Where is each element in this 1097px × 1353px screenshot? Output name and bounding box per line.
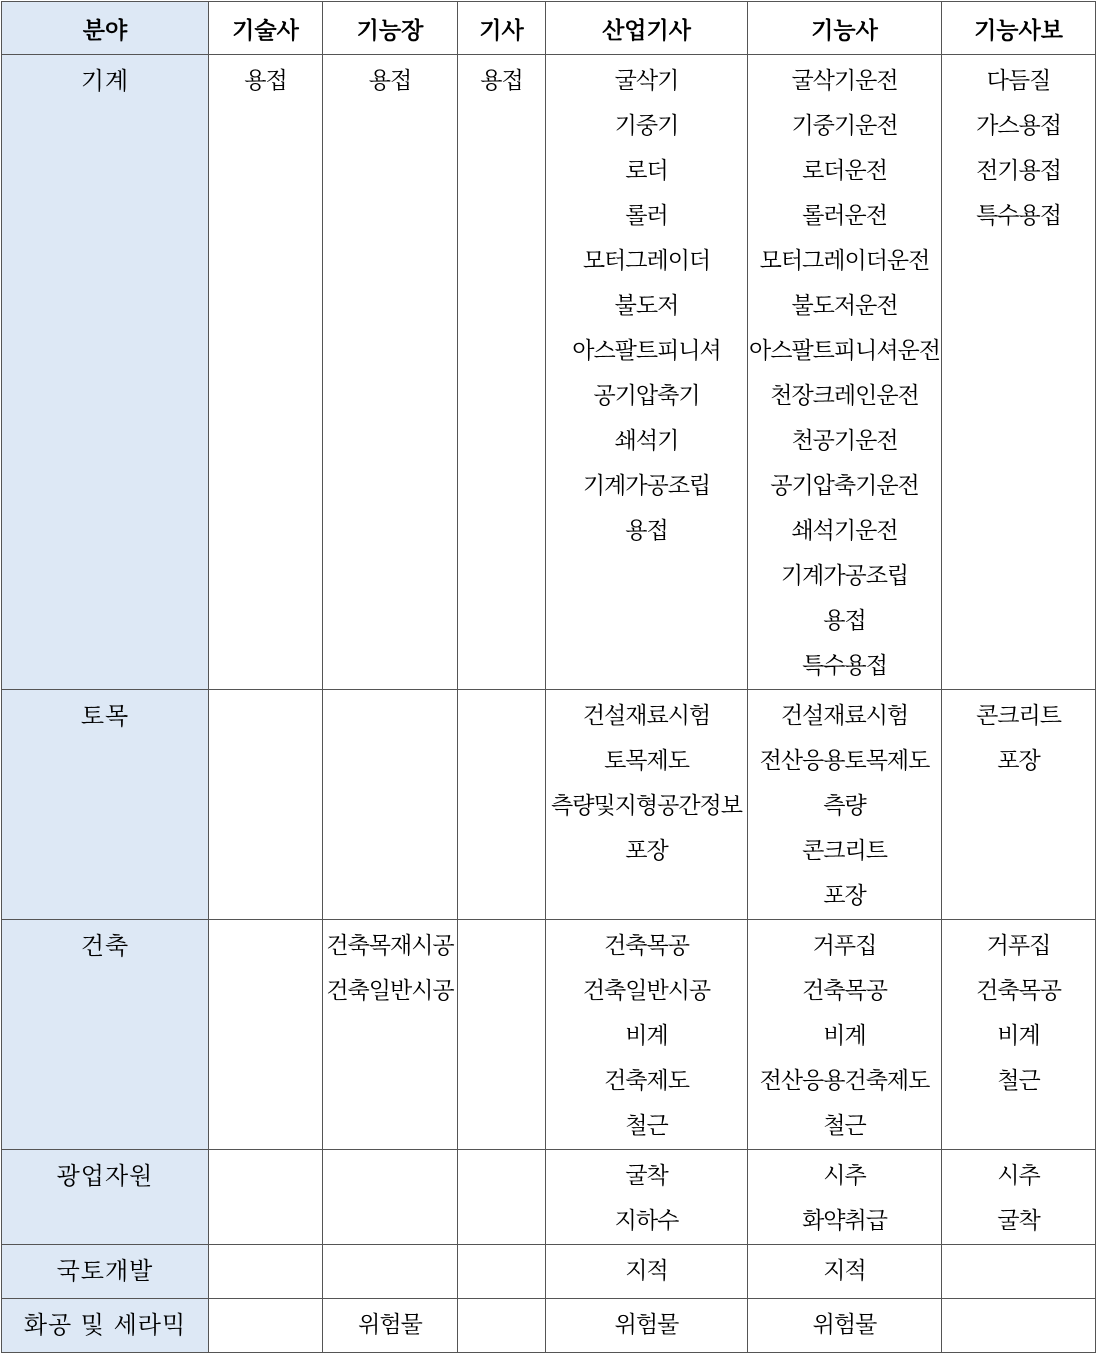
qualification-item: 시추 — [997, 1163, 1040, 1189]
field-cell — [2, 55, 209, 690]
qualification-item: 모터그레이더운전 — [759, 248, 930, 274]
qualification-item: 철근 — [997, 1068, 1040, 1094]
field-label: 광업자원 — [56, 1162, 154, 1190]
qualification-item: 지하수 — [614, 1208, 679, 1234]
qualification-item: 공기압축기 — [593, 383, 700, 409]
qualification-item: 포장 — [625, 838, 668, 864]
qualification-item: 건설재료시험 — [780, 703, 909, 729]
qualification-item: 용접 — [480, 68, 523, 94]
header-industrial-engineer: 산업기사 — [546, 2, 748, 55]
qualification-item: 건축목공 — [976, 978, 1061, 1004]
cell-industrial-engineer — [546, 55, 748, 690]
header-craftsman: 기능사 — [748, 2, 942, 55]
qualification-item: 기중기 — [614, 113, 679, 139]
qualification-item: 건축목재시공 — [326, 933, 454, 959]
qualification-item: 거푸집 — [812, 933, 877, 959]
cell-engineer — [458, 1150, 546, 1245]
qualification-item: 굴착 — [625, 1163, 668, 1189]
qualification-item: 모터그레이더 — [582, 248, 711, 274]
qualification-item: 특수용접 — [976, 203, 1061, 229]
qualification-table — [1, 1, 1096, 1353]
qualification-item: 불도저 — [614, 293, 679, 319]
cell-engineer — [458, 920, 546, 1150]
qualification-item: 위험물 — [812, 1312, 877, 1338]
qualification-item: 전산응용건축제도 — [759, 1068, 930, 1094]
qualification-item: 포장 — [997, 748, 1040, 774]
cell-professional-engineer — [209, 1299, 323, 1353]
header-master-craftsman: 기능장 — [323, 2, 458, 55]
cell-professional-engineer — [209, 920, 323, 1150]
qualification-item: 기중기운전 — [791, 113, 898, 139]
qualification-item: 건축일반시공 — [326, 978, 454, 1004]
qualification-item: 측량 — [823, 793, 866, 819]
cell-engineer — [458, 1299, 546, 1353]
qualification-item: 지적 — [625, 1258, 668, 1284]
qualification-item: 기계가공조립 — [582, 473, 711, 499]
qualification-item: 화약취급 — [802, 1208, 887, 1234]
qualification-item: 롤러 — [625, 203, 668, 229]
qualification-item: 비계 — [997, 1023, 1040, 1049]
table-row — [2, 920, 1096, 1150]
cell-engineer — [458, 1245, 546, 1299]
qualification-item: 지적 — [823, 1258, 866, 1284]
cell-craftsman — [748, 55, 942, 690]
cell-industrial-engineer — [546, 1299, 748, 1353]
field-cell — [2, 920, 209, 1150]
field-label: 화공 및 세라믹 — [23, 1311, 187, 1339]
cell-professional-engineer — [209, 1150, 323, 1245]
cell-assistant-craftsman — [942, 690, 1096, 920]
cell-industrial-engineer — [546, 920, 748, 1150]
cell-industrial-engineer — [546, 1150, 748, 1245]
qualification-item: 굴삭기 — [614, 68, 679, 94]
header-professional-engineer: 기술사 — [209, 2, 323, 55]
qualification-item: 천공기운전 — [791, 428, 898, 454]
qualification-item: 건축일반시공 — [582, 978, 711, 1004]
cell-craftsman — [748, 1150, 942, 1245]
qualification-item: 위험물 — [614, 1312, 679, 1338]
cell-craftsman — [748, 690, 942, 920]
qualification-item: 불도저운전 — [791, 293, 898, 319]
table-row — [2, 1150, 1096, 1245]
qualification-item: 공기압축기운전 — [770, 473, 919, 499]
field-cell — [2, 690, 209, 920]
cell-craftsman — [748, 1245, 942, 1299]
cell-engineer — [458, 690, 546, 920]
qualification-item: 건축제도 — [604, 1068, 689, 1094]
qualification-item: 건설재료시험 — [582, 703, 711, 729]
field-cell — [2, 1299, 209, 1353]
cell-engineer — [458, 55, 546, 690]
cell-assistant-craftsman — [942, 1150, 1096, 1245]
header-engineer: 기사 — [458, 2, 546, 55]
qualification-item: 기계가공조립 — [780, 563, 909, 589]
cell-assistant-craftsman — [942, 1299, 1096, 1353]
cell-professional-engineer — [209, 55, 323, 690]
cell-craftsman — [748, 920, 942, 1150]
qualification-item: 쇄석기 — [614, 428, 679, 454]
qualification-item: 철근 — [625, 1113, 668, 1139]
field-cell — [2, 1150, 209, 1245]
qualification-item: 거푸집 — [986, 933, 1051, 959]
cell-industrial-engineer — [546, 1245, 748, 1299]
field-label: 건축 — [80, 932, 130, 960]
header-row — [2, 2, 1096, 55]
qualification-item: 토목제도 — [604, 748, 689, 774]
qualification-item: 측량및지형공간정보 — [551, 793, 742, 819]
cell-craftsman — [748, 1299, 942, 1353]
table-row — [2, 1245, 1096, 1299]
cell-assistant-craftsman — [942, 920, 1096, 1150]
qualification-item: 천장크레인운전 — [770, 383, 919, 409]
qualification-item: 아스팔트피니셔운전 — [749, 338, 940, 364]
qualification-item: 위험물 — [358, 1312, 422, 1338]
field-label: 토목 — [80, 702, 130, 730]
qualification-item: 로더 — [625, 158, 668, 184]
cell-assistant-craftsman — [942, 55, 1096, 690]
cell-master-craftsman — [323, 55, 458, 690]
qualification-item: 용접 — [625, 518, 668, 544]
header-field: 분야 — [2, 2, 209, 55]
qualification-item: 콘크리트 — [976, 703, 1061, 729]
qualification-item: 용접 — [244, 68, 287, 94]
qualification-item: 콘크리트 — [802, 838, 887, 864]
qualification-item: 아스팔트피니셔 — [572, 338, 721, 364]
qualification-item: 롤러운전 — [802, 203, 887, 229]
qualification-item: 비계 — [625, 1023, 668, 1049]
qualification-item: 포장 — [823, 883, 866, 909]
qualification-item: 굴착 — [997, 1208, 1040, 1234]
qualification-item: 건축목공 — [604, 933, 689, 959]
qualification-item: 시추 — [823, 1163, 866, 1189]
qualification-item: 쇄석기운전 — [791, 518, 898, 544]
cell-assistant-craftsman — [942, 1245, 1096, 1299]
cell-master-craftsman — [323, 1299, 458, 1353]
cell-industrial-engineer — [546, 690, 748, 920]
qualification-item: 특수용접 — [802, 653, 887, 679]
qualification-item: 가스용접 — [976, 113, 1061, 139]
qualification-item: 다듬질 — [986, 68, 1051, 94]
table-row — [2, 690, 1096, 920]
qualification-item: 로더운전 — [802, 158, 887, 184]
qualification-item: 굴삭기운전 — [791, 68, 898, 94]
field-label: 국토개발 — [56, 1257, 154, 1285]
cell-master-craftsman — [323, 1245, 458, 1299]
cell-master-craftsman — [323, 920, 458, 1150]
cell-professional-engineer — [209, 690, 323, 920]
cell-master-craftsman — [323, 690, 458, 920]
header-assistant-craftsman: 기능사보 — [942, 2, 1096, 55]
table-row — [2, 1299, 1096, 1353]
qualification-item: 용접 — [823, 608, 866, 634]
qualification-item: 용접 — [368, 68, 412, 94]
cell-master-craftsman — [323, 1150, 458, 1245]
qualification-item: 건축목공 — [802, 978, 887, 1004]
cell-professional-engineer — [209, 1245, 323, 1299]
table-row — [2, 55, 1096, 690]
qualification-item: 전산응용토목제도 — [759, 748, 930, 774]
field-label: 기계 — [80, 67, 130, 95]
qualification-item: 전기용접 — [976, 158, 1061, 184]
field-cell — [2, 1245, 209, 1299]
qualification-item: 철근 — [823, 1113, 866, 1139]
qualification-item: 비계 — [823, 1023, 866, 1049]
